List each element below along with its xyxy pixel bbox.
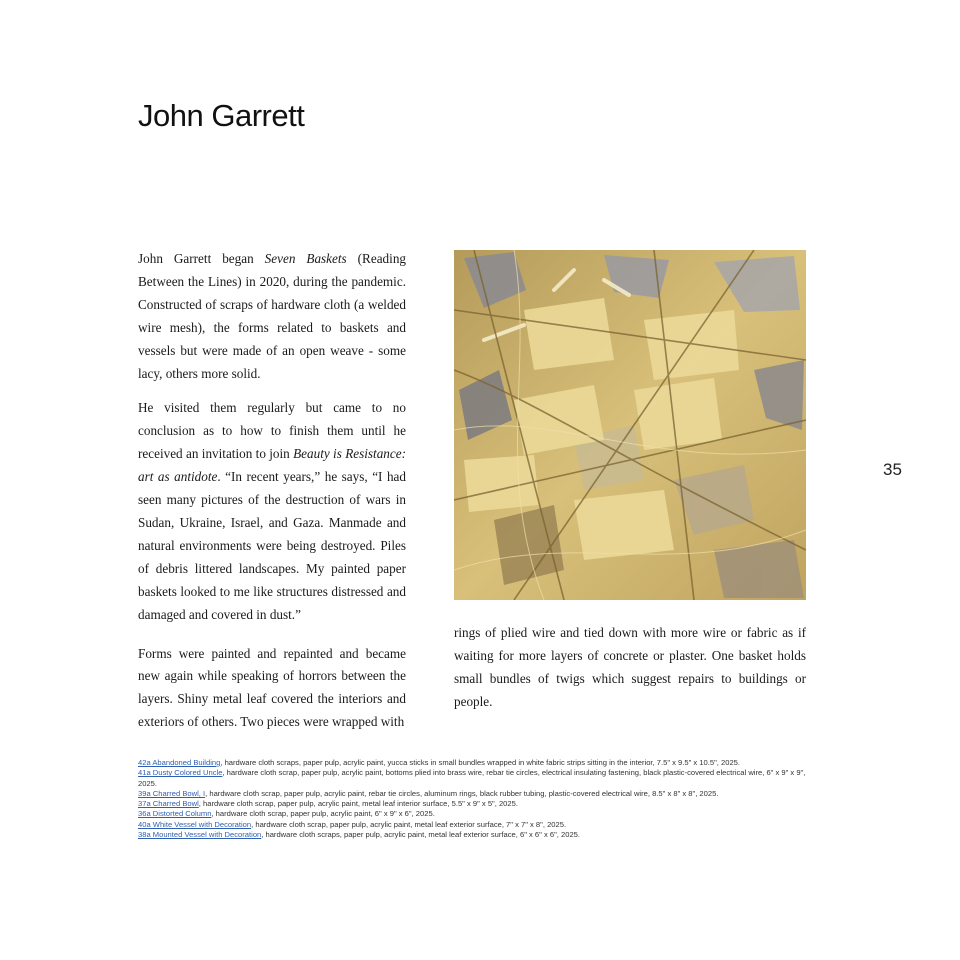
body-paragraph <box>138 248 406 385</box>
italic-title-text: Seven Baskets <box>264 251 347 266</box>
caption-title-link[interactable]: 40a White Vessel with Decoration <box>138 819 252 829</box>
caption-list <box>138 758 808 840</box>
caption-title-link[interactable]: 38a Mounted Vessel with Decoration <box>138 830 262 840</box>
caption-title-link[interactable]: 41a Dusty Colored Uncle <box>138 768 223 778</box>
page-number: 35 <box>883 460 902 479</box>
body-paragraph-continued: rings of plied wire and tied down with more wire or fabric as if waiting for more layers of concrete or plaster. One basket holds small bundles of twigs which suggest repairs to buildings or people. <box>454 625 806 709</box>
caption-details: , hardware cloth scraps, paper pulp, acrylic paint, yucca sticks in small bundles wrapped in white fabric strips sitting in the interior, 7.5" x 9.5" x 10.5", 2025. <box>220 758 740 767</box>
caption-details: , hardware cloth scrap, paper pulp, acrylic paint, 6" x 9" x 6", 2025. <box>211 809 435 819</box>
caption-item <box>138 830 808 840</box>
caption-details: , hardware cloth scrap, paper pulp, acrylic paint, bottoms plied into brass wire, rebar tie circles, electrical insulating fastening, black plastic-covered electrical wire, 6" x 9" x 9", 2025. <box>138 768 806 788</box>
body-column-right <box>454 622 806 714</box>
caption-details: , hardware cloth scrap, paper pulp, acrylic paint, metal leaf interior surface, 5.5" x 9" x 5", 2025. <box>198 799 518 809</box>
caption-details: , hardware cloth scrap, paper pulp, acrylic paint, metal leaf exterior surface, 7" x 7" x 8", 2025. <box>251 819 567 829</box>
artwork-image <box>454 250 806 600</box>
body-column-left <box>138 248 406 734</box>
caption-title-link[interactable]: 36a Distorted Column <box>138 809 212 819</box>
body-paragraph: Forms were painted and repainted and became new again while speaking of horrors between the layers. Shiny metal leaf covered the interiors and exteriors of others. Two pieces were wrapped with <box>138 645 406 730</box>
body-text: John Garrett began <box>138 251 265 266</box>
caption-details: , hardware cloth scrap, paper pulp, acrylic paint, rebar tie circles, aluminum rings, black rubber tubing, plastic-covered electrical wire, 8.5" x 8" x 8", 2025. <box>205 788 719 798</box>
caption-details: , hardware cloth scraps, paper pulp, acrylic paint, metal leaf exterior surface, 6" x 6" x 6", 2025. <box>261 830 581 840</box>
page-title: John Garrett <box>138 98 305 133</box>
caption-title-link[interactable]: 39a Charred Bowl, I <box>138 788 206 798</box>
caption-item <box>138 809 808 819</box>
caption-item <box>138 768 808 789</box>
caption-item <box>138 820 808 830</box>
italic-title-text: Beauty is Resistance: art as antidote <box>138 446 406 485</box>
caption-item <box>138 799 808 809</box>
caption-title-link[interactable]: 37a Charred Bowl <box>138 799 199 809</box>
body-text: . “In recent years,” he says, “I had seen many pictures of the destruction of wars in Sudan, Ukraine, Israel, and Gaza. Manmade and natural environments were being destroyed. Piles of debris littered landscapes. My painted paper baskets looked to me like structures distressed and damaged and covered in dust.” <box>138 469 406 622</box>
body-text: (Reading Between the Lines) in 2020, during the pandemic. Constructed of scraps of hardware cloth (a welded wire mesh), the forms related to baskets and vessels but were made of an open weave - some lacy, others more solid. <box>138 251 407 381</box>
caption-item <box>138 758 808 768</box>
body-text: He visited them regularly but came to no conclusion as to how to finish them until he received an invitation to join <box>138 400 406 462</box>
body-paragraph <box>138 397 406 626</box>
caption-item <box>138 789 808 799</box>
caption-title-link[interactable]: 42a Abandoned Building <box>138 758 221 767</box>
